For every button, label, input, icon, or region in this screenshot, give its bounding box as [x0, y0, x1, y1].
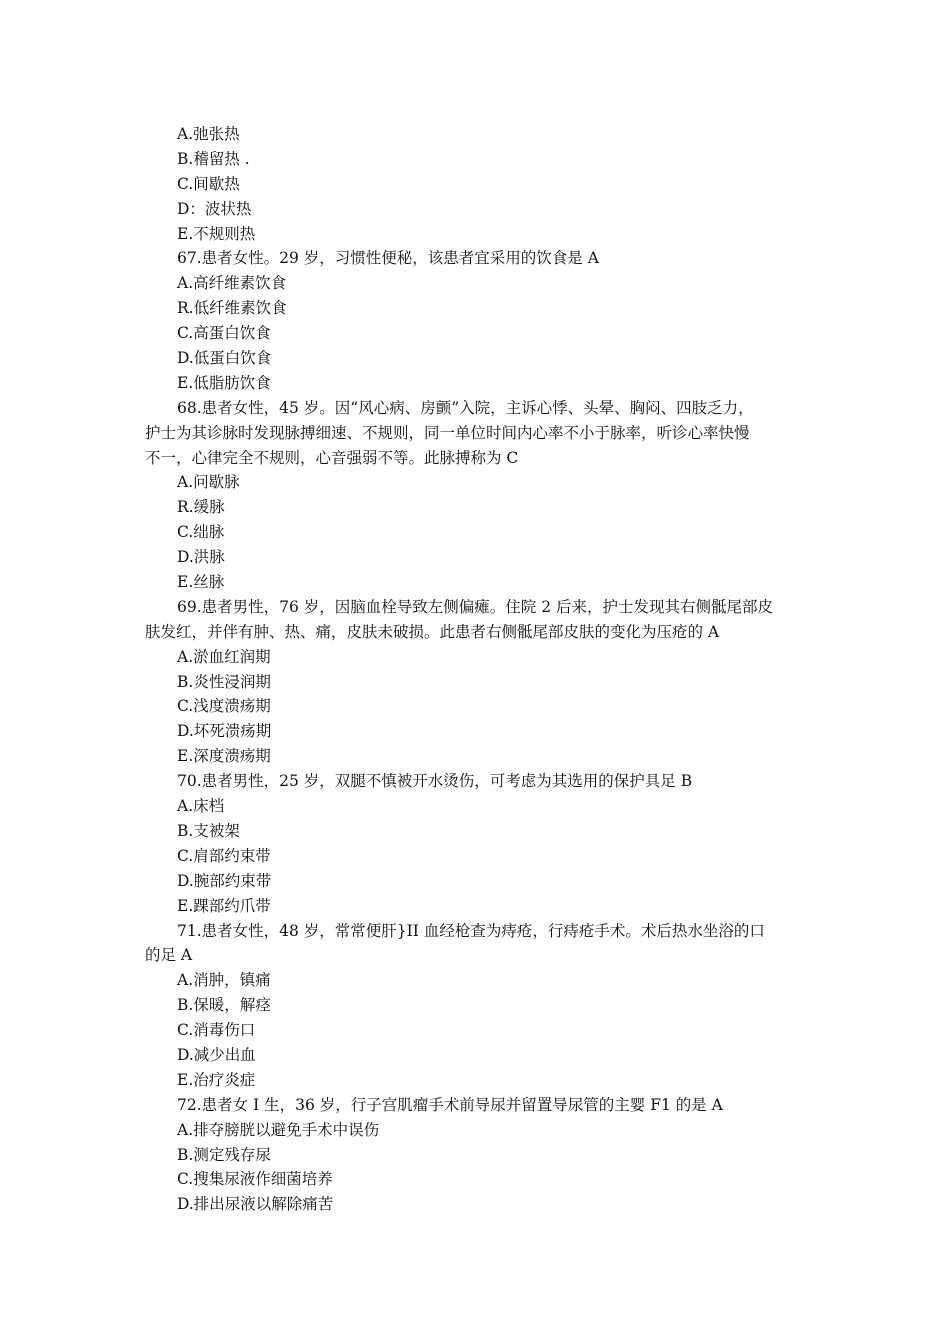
- question-line: 67.患者女性。29 岁，习惯性便秘，该患者宜采用的饮食是 A: [177, 249, 599, 268]
- text-line: R.缓脉: [177, 498, 225, 517]
- text-line: B.测定残存尿: [177, 1145, 271, 1164]
- text-line: R.低纤维素饮食: [177, 299, 287, 318]
- text-line: E.治疗炎症: [177, 1070, 256, 1089]
- text-line: E.不规则热: [177, 224, 256, 243]
- text-line: D.排出尿液以解除痛苦: [177, 1195, 334, 1214]
- text-line: A.问歇脉: [177, 473, 240, 492]
- text-line: A.消肿，镇痛: [177, 971, 271, 990]
- question-line: 69.患者男性，76 岁，因脑血栓导致左侧偏瘫。住院 2 后来，护士发现其右侧骶尾部皮: [177, 597, 774, 616]
- text-line: B.稽留热 .: [177, 149, 250, 168]
- text-line: A.排夺膀胱以避免手术中误伤: [177, 1120, 380, 1139]
- question-line: 68.患者女性，45 岁。因“风心病、房颤”入院，主诉心悸、头晕、胸闷、四肢乏力，: [177, 398, 754, 417]
- text-line: A.高纤维素饮食: [177, 274, 287, 293]
- text-line: C.肩部约束带: [177, 846, 271, 865]
- question-line-cont: 的足 A: [145, 946, 193, 965]
- text-line: B.支被架: [177, 821, 240, 840]
- text-line: B.炎性浸润期: [177, 672, 271, 691]
- text-line: C.间歇热: [177, 174, 240, 193]
- question-line: 71.患者女性，48 岁，常常便肝}II 血经枪查为痔疮，行痔疮手术。术后热水坐浴的口: [177, 921, 765, 940]
- text-line: D：波状热: [177, 199, 252, 218]
- text-line: D.腕部约束带: [177, 871, 272, 890]
- question-line: 70.患者男性，25 岁，双腿不慎被开水烫伤，可考虑为其选用的保护具足 B: [177, 772, 693, 791]
- text-line: E.踝部约爪带: [177, 896, 271, 915]
- text-line: D.减少出血: [177, 1045, 256, 1064]
- question-line: 72.患者女 I 生，36 岁，行子宫肌瘤手术前导尿并留置导尿管的主婴 F1 的是 A: [177, 1095, 723, 1114]
- text-line: C.消毒伤口: [177, 1021, 256, 1040]
- text-line: A.床档: [177, 797, 225, 816]
- text-line: C.浅度溃疡期: [177, 697, 271, 716]
- question-line-cont: 不一，心律完全不规则，心音强弱不等。此脉搏称为 C: [145, 448, 519, 467]
- text-line: C.搜集尿液作细菌培养: [177, 1170, 333, 1189]
- question-line-cont: 肤发红，并伴有肿、热、痛，皮肤未破损。此患者右侧骶尾部皮肤的变化为压疮的 A: [145, 622, 720, 641]
- question-line-cont: 护士为其诊脉时发现脉搏细速、不规则，同一单位时间内心率不小于脉率，听诊心率快慢: [145, 423, 750, 442]
- text-line: D.洪脉: [177, 548, 225, 567]
- text-line: E.深度溃疡期: [177, 747, 271, 766]
- text-line: C.绌脉: [177, 523, 225, 542]
- text-line: C.高蛋白饮食: [177, 324, 271, 343]
- text-line: D.低蛋白饮食: [177, 349, 272, 368]
- document-page: [145, 122, 810, 1217]
- text-line: E.丝脉: [177, 573, 225, 592]
- text-line: E.低脂肪饮食: [177, 373, 271, 392]
- text-line: B.保暖，解痉: [177, 996, 271, 1015]
- text-line: D.坏死溃疡期: [177, 722, 272, 741]
- text-line: A.淤血红润期: [177, 647, 271, 666]
- text-line: A.弛张热: [177, 125, 240, 143]
